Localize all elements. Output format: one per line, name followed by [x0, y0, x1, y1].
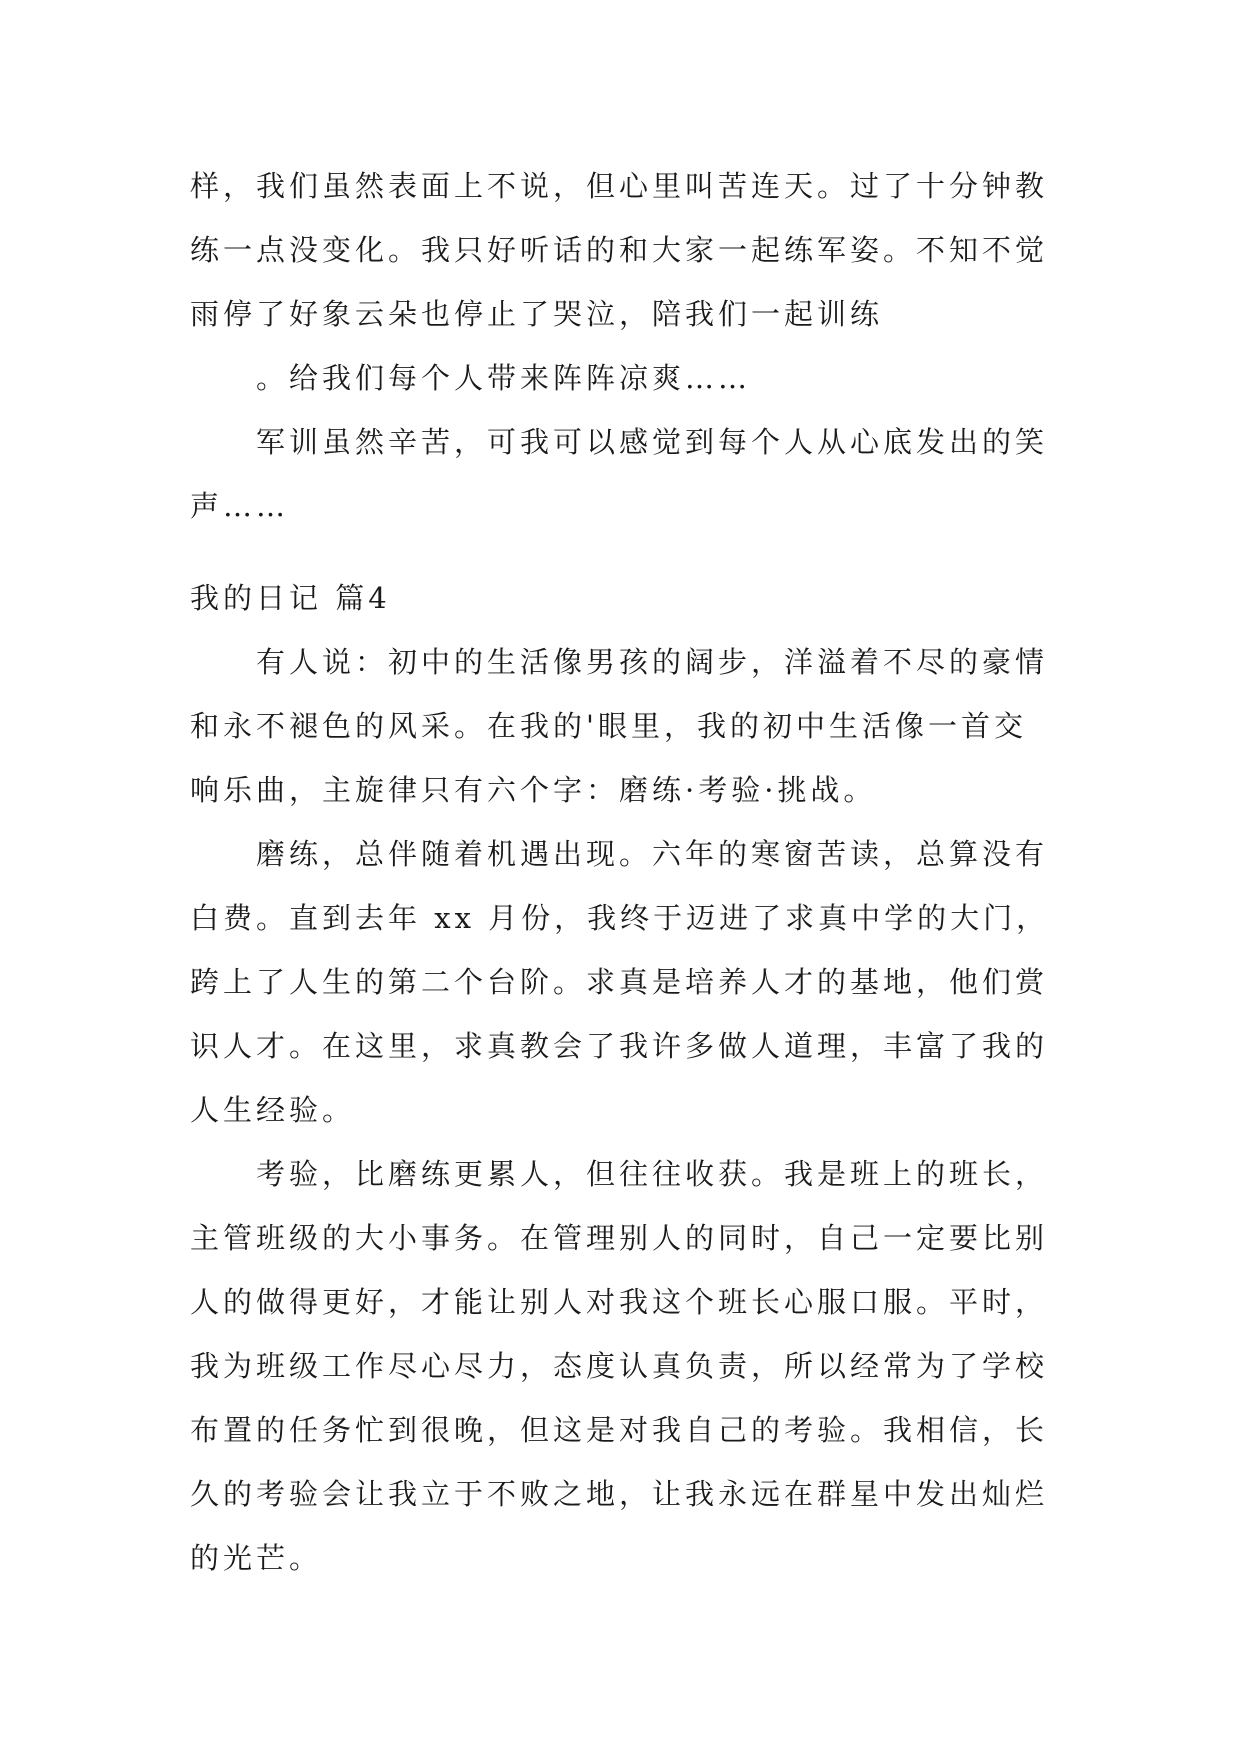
- previous-section-text: [190, 154, 1060, 538]
- text-line: 磨练，总伴随着机遇出现。六年的寒窗苦读，总算没有: [256, 837, 1049, 871]
- text-line: 识人才。在这里，求真教会了我许多做人道理，丰富了我的: [190, 1029, 1049, 1063]
- text-line: 雨停了好象云朵也停止了哭泣，陪我们一起训练: [190, 297, 884, 331]
- text-line: 白费。直到去年 xx 月份，我终于迈进了求真中学的大门，: [190, 901, 1050, 935]
- text-line: 考验，比磨练更累人，但往往收获。我是班上的班长，: [256, 1157, 1049, 1191]
- text-line: 有人说：初中的生活像男孩的阔步，洋溢着不尽的豪情: [256, 645, 1049, 679]
- section-heading: 我的日记 篇4: [190, 581, 391, 615]
- main-section-text: [190, 630, 1060, 1590]
- text-line: 样，我们虽然表面上不说，但心里叫苦连天。过了十分钟教: [190, 169, 1049, 203]
- text-line: 布置的任务忙到很晚，但这是对我自己的考验。我相信，长: [190, 1413, 1049, 1447]
- text-line: 人的做得更好，才能让别人对我这个班长心服口服。平时，: [190, 1285, 1049, 1319]
- text-line: 。给我们每个人带来阵阵凉爽……: [256, 361, 752, 395]
- text-line: 军训虽然辛苦，可我可以感觉到每个人从心底发出的笑: [256, 425, 1049, 459]
- text-line: 主管班级的大小事务。在管理别人的同时，自己一定要比别: [190, 1221, 1049, 1255]
- text-line: 我为班级工作尽心尽力，态度认真负责，所以经常为了学校: [190, 1349, 1049, 1383]
- text-line: 和永不褪色的风采。在我的'眼里，我的初中生活像一首交: [190, 709, 1027, 743]
- text-line: 练一点没变化。我只好听话的和大家一起练军姿。不知不觉: [190, 233, 1049, 267]
- text-line: 跨上了人生的第二个台阶。求真是培养人才的基地，他们赏: [190, 965, 1049, 999]
- text-line: 声……: [190, 489, 290, 523]
- text-line: 的光芒。: [190, 1541, 323, 1575]
- text-line: 人生经验。: [190, 1093, 356, 1127]
- text-line: 久的考验会让我立于不败之地，让我永远在群星中发出灿烂: [190, 1477, 1049, 1511]
- text-line: 响乐曲，主旋律只有六个字：磨练·考验·挑战。: [190, 773, 877, 807]
